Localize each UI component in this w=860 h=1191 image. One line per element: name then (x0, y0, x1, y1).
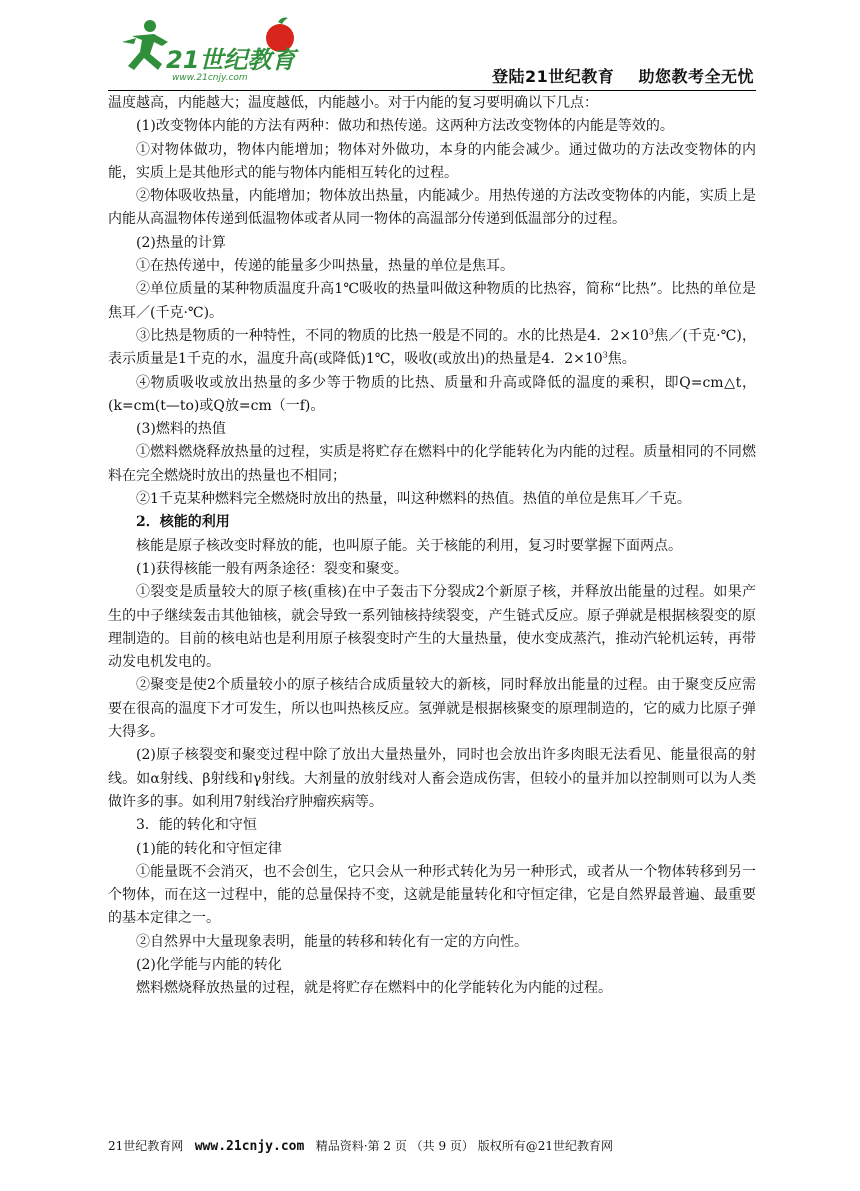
paragraph: ②物体吸收热量，内能增加；物体放出热量，内能减少。用热传递的方法改变物体的内能，实质上是内能从高温物体传递到低温物体或者从同一物体的高温部分传递到低温部分的过程。 (108, 188, 756, 228)
paragraph: ②聚变是使2个质量较小的原子核结合成质量较大的新核，同时释放出能量的过程。由于聚变反应需要在很高的温度下才可发生，所以也叫热核反应。氢弹就是根据核聚变的原理制造的，它的威力比原子弹大得多。 (108, 677, 756, 741)
paragraph: ①能量既不会消灭，也不会创生，它只会从一种形式转化为另一种形式，或者从一个物体转移到另一个物体，而在这一过程中，能的总量保持不变，这就是能量转化和守恒定律，它是自然界最普遍、最重要的基本定律之一。 (108, 863, 756, 927)
footer-site-url[interactable]: www.21cnjy.com (194, 1139, 305, 1154)
paragraph: ①在热传递中，传递的能量多少叫热量，热量的单位是焦耳。 (136, 258, 514, 275)
paragraph: ②单位质量的某种物质温度升高1℃吸收的热量叫做这种物质的比热容，简称“比热”。比热的单位是焦耳／(千克·℃)。 (108, 281, 756, 321)
runner-icon (122, 20, 168, 70)
footer-site-name: 21世纪教育网 (108, 1139, 184, 1153)
paragraph: ①对物体做功，物体内能增加；物体对外做功，本身的内能会减少。通过做功的方法改变物体的内能，实质上是其他形式的能与物体内能相互转化的过程。 (108, 141, 756, 181)
header-divider (108, 90, 756, 91)
paragraph: ④物质吸收或放出热量的多少等于物质的比热、质量和升高或降低的温度的乘积，即Q=cm△t，(k=cm(t—to)或Q放=cm（一f)。 (108, 374, 756, 414)
paragraph: (2)原子核裂变和聚变过程中除了放出大量热量外，同时也会放出许多肉眼无法看见、能量很高的射线。如α射线、β射线和γ射线。大剂量的放射线对人畜会造成伤害，但较小的量并加以控制则可以为人类做许多的事。如利用7射线治疗肿瘤疾病等。 (108, 747, 756, 810)
logo-url: www.21cnjy.com (172, 73, 248, 83)
logo-wordmark: 21世纪教育 (166, 46, 296, 74)
section-heading: 2．核能的利用 (136, 514, 230, 531)
paragraph: (1)改变物体内能的方法有两种：做功和热传递。这两种方法改变物体的内能是等效的。 (136, 118, 674, 135)
paragraph: 核能是原子核改变时释放的能，也叫原子能。关于核能的利用，复习时要掌握下面两点。 (136, 537, 682, 554)
footer-page-info: 精品资料·第 2 页 （共 9 页） 版权所有@21世纪教育网 (315, 1139, 614, 1153)
site-logo (110, 12, 310, 84)
header-slogan: 登陆21世纪教育 助您教考全无忧 (491, 67, 754, 86)
document-body (108, 92, 756, 1001)
paragraph: (1)能的转化和守恒定律 (136, 840, 282, 857)
paragraph: ①燃料燃烧释放热量的过程，实质是将贮存在燃料中的化学能转化为内能的过程。质量相同的不同燃料在完全燃烧时放出的热量也不相同； (108, 444, 756, 484)
paragraph: 温度越高，内能越大；温度越低，内能越小。对于内能的复习要明确以下几点： (108, 95, 598, 111)
paragraph: (1)获得核能一般有两条途径：裂变和聚变。 (136, 560, 408, 577)
page-header (108, 10, 756, 88)
paragraph: (2)化学能与内能的转化 (136, 956, 282, 973)
paragraph: (3)燃料的热值 (136, 421, 226, 438)
paragraph: 燃料燃烧释放热量的过程，就是将贮存在燃料中的化学能转化为内能的过程。 (136, 980, 612, 997)
paragraph-specific-heat: ③比热是物质的一种特性，不同的物质的比热一般是不同的。水的比热是4．$2\times 10^3$焦／(千克·℃)，表示质量是1千克的水，温度升高(或降低)1℃，吸收(或放出)的热量是4．$2\times 10^3$焦。 (108, 327, 756, 368)
paragraph: ②1千克某种燃料完全燃烧时放出的热量，叫这种燃料的热值。热值的单位是焦耳／千克。 (136, 491, 691, 508)
page-footer (108, 1137, 756, 1154)
paragraph: ①裂变是质量较大的原子核(重核)在中子轰击下分裂成2个新原子核，并释放出能量的过程。如果产生的中子继续轰击其他铀核，就会导致一系列铀核持续裂变，产生链式反应。原子弹就是根据核裂变的原理制造的。目前的核电站也是利用原子核裂变时产生的大量热量，使水变成蒸汽，推动汽轮机运转，再带动发电机发电的。 (108, 584, 756, 671)
paragraph: (2)热量的计算 (136, 234, 226, 251)
section-heading: 3．能的转化和守恒 (136, 817, 257, 834)
paragraph: ②自然界中大量现象表明，能量的转移和转化有一定的方向性。 (136, 933, 528, 950)
